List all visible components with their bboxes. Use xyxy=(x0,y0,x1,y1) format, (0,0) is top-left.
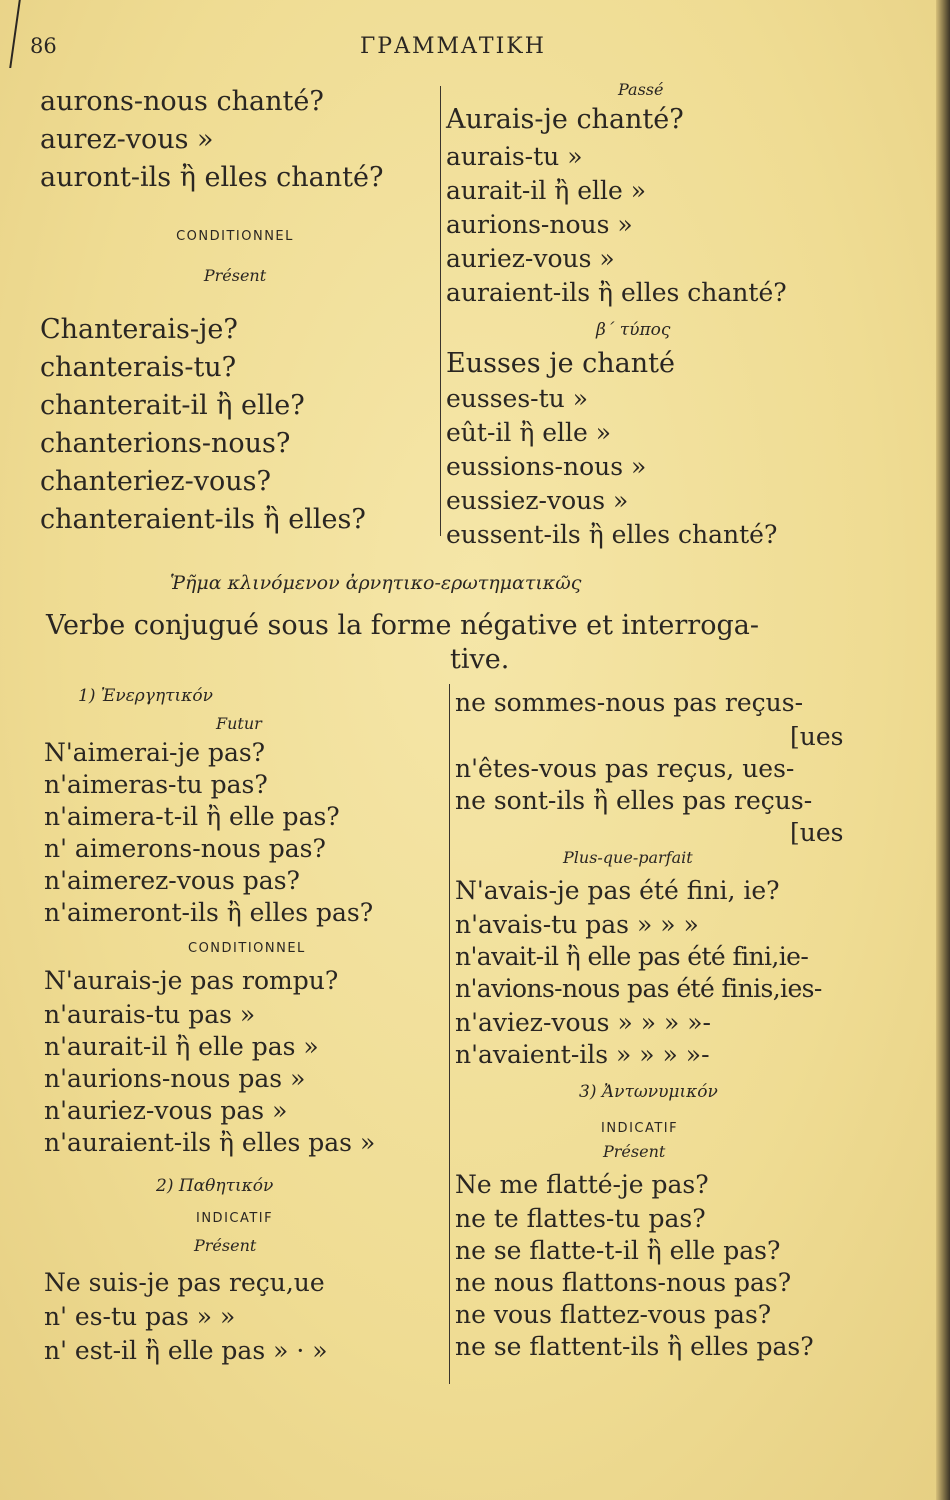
text-line: auront-ils ἢ elles chanté? xyxy=(40,162,384,193)
text-line: ne sommes-nous pas reçus- xyxy=(455,688,804,717)
text-line: Ne suis-je pas reçu,ue xyxy=(44,1268,325,1297)
text-line: chanteriez-vous? xyxy=(40,466,271,497)
text-line: eussent-ils ἢ elles chanté? xyxy=(446,520,778,549)
text-line: ne vous flattez-vous pas? xyxy=(455,1300,772,1329)
text-line: n'aimerez-vous pas? xyxy=(44,866,300,895)
text-line: n' aimerons-nous pas? xyxy=(44,834,326,863)
text-line: aurait-il ἢ elle » xyxy=(446,176,647,205)
text-line: eût-il ἢ elle » xyxy=(446,418,612,447)
subheading-second-type: β΄ τύπος xyxy=(596,320,671,340)
text-line: chanterais-tu? xyxy=(40,352,237,383)
text-line: [ues xyxy=(790,818,844,847)
text-line: Aurais-je chanté? xyxy=(446,104,684,135)
section-heading-conditionnel: CONDITIONNEL xyxy=(176,229,294,244)
text-line: Ne me flatté-je pas? xyxy=(455,1170,709,1199)
text-line: n'auriez-vous pas » xyxy=(44,1096,288,1125)
text-line: n' est-il ἢ elle pas » · » xyxy=(44,1336,328,1365)
text-line: aurez-vous » xyxy=(40,124,214,155)
heading-pronominal: 3) Ἀντωνυμικόν xyxy=(579,1082,718,1102)
text-line: Eusses je chanté xyxy=(446,348,675,379)
text-line: n'êtes-vous pas reçus, ues- xyxy=(455,754,795,783)
text-line: n' es-tu pas » » xyxy=(44,1302,236,1331)
text-line: ne se flattent-ils ἢ elles pas? xyxy=(455,1332,814,1361)
text-line: auraient-ils ἢ elles chanté? xyxy=(446,278,787,307)
text-line: eussiez-vous » xyxy=(446,486,629,515)
greek-section-title: Ῥῆμα κλινόμενον ἀρνητικο-ερωτηματικῶς xyxy=(170,572,582,594)
lower-left-column xyxy=(44,686,439,1386)
text-line: n'avais-tu pas » » » xyxy=(455,910,699,939)
text-line: eussions-nous » xyxy=(446,452,647,481)
text-line: n'avaient-ils » » » »- xyxy=(455,1040,710,1069)
text-line: eusses-tu » xyxy=(446,384,589,413)
upper-right-column xyxy=(446,80,866,550)
text-line: n'aurait-il ἢ elle pas » xyxy=(44,1032,319,1061)
text-line: n'aviez-vous » » » »- xyxy=(455,1008,711,1037)
text-line: chanteraient-ils ἢ elles? xyxy=(40,504,366,535)
subheading-futur: Futur xyxy=(216,714,262,733)
subheading-present: Présent xyxy=(203,266,267,285)
text-line: ne te flattes-tu pas? xyxy=(455,1204,706,1233)
column-divider-lower xyxy=(449,684,450,1384)
text-line: n'aurais-tu pas » xyxy=(44,1000,256,1029)
section-title-block xyxy=(40,570,900,680)
text-line: n'aimeras-tu pas? xyxy=(44,770,268,799)
text-line: aurais-tu » xyxy=(446,142,583,171)
subheading-present: Présent xyxy=(194,1236,257,1255)
text-line: n'auraient-ils ἢ elles pas » xyxy=(44,1128,376,1157)
french-section-title-continued: tive. xyxy=(450,644,510,675)
text-line: ne se flatte-t-il ἢ elle pas? xyxy=(455,1236,781,1265)
text-line: n'avions-nous pas été finis,ies- xyxy=(455,974,822,1003)
french-section-title: Verbe conjugué sous la forme négative et interroga- xyxy=(46,610,759,641)
column-divider-upper xyxy=(440,86,441,536)
text-line: aurons-nous chanté? xyxy=(40,86,324,117)
page-edge-shadow xyxy=(936,0,950,1500)
text-line: chanterions-nous? xyxy=(40,428,291,459)
text-line: n'aimeront-ils ἢ elles pas? xyxy=(44,898,374,927)
text-line: chanterait-il ἢ elle? xyxy=(40,390,305,421)
subheading-present: Présent xyxy=(603,1142,666,1161)
section-heading-indicatif: INDICATIF xyxy=(601,1121,679,1136)
text-line: aurions-nous » xyxy=(446,210,633,239)
text-line: n'avait-il ἢ elle pas été fini,ie- xyxy=(455,942,809,971)
subheading-plus-que-parfait: Plus-que-parfait xyxy=(563,848,693,867)
page-header xyxy=(0,30,950,70)
heading-passive: 2) Παθητικόν xyxy=(156,1176,274,1196)
upper-left-column xyxy=(40,84,430,554)
text-line: ne nous flattons-nous pas? xyxy=(455,1268,792,1297)
text-line: auriez-vous » xyxy=(446,244,615,273)
text-line: N'avais-je pas été fini, ie? xyxy=(455,876,780,905)
running-title: ΓΡΑΜΜΑΤΙΚΗ xyxy=(360,34,546,59)
text-line: n'aimera-t-il ἢ elle pas? xyxy=(44,802,340,831)
section-heading-conditionnel: CONDITIONNEL xyxy=(188,941,306,956)
text-line: ne sont-ils ἢ elles pas reçus- xyxy=(455,786,813,815)
text-line: N'aurais-je pas rompu? xyxy=(44,966,339,995)
lower-right-column xyxy=(455,686,870,1386)
section-heading-indicatif: INDICATIF xyxy=(196,1211,274,1226)
heading-active: 1) Ἐνεργητικόν xyxy=(78,686,213,706)
subheading-passe: Passé xyxy=(618,80,664,99)
page-number: 86 xyxy=(30,34,57,58)
text-line: [ues xyxy=(790,722,844,751)
text-line: Chanterais-je? xyxy=(40,314,238,345)
text-line: n'aurions-nous pas » xyxy=(44,1064,306,1093)
text-line: N'aimerai-je pas? xyxy=(44,738,266,767)
